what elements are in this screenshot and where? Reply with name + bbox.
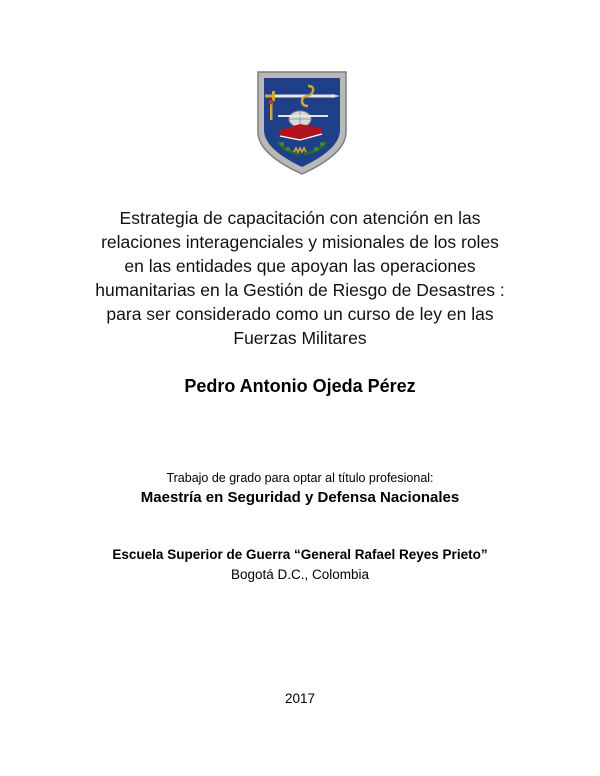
publication-year: 2017 [284,691,316,706]
title-line: Estrategia de capacitación con atención en las [119,208,481,228]
title-line: para ser considerado como un curso de ley en las [106,304,494,324]
title-line: relaciones interagenciales y misionales de los roles [101,232,499,252]
title-line: Fuerzas Militares [233,328,367,348]
degree-intro: Trabajo de grado para optar al título profesional: [166,471,434,485]
title-line: en las entidades que apoyan las operaciones [124,256,476,276]
author-name: Pedro Antonio Ojeda Pérez [184,376,416,396]
institution-location: Bogotá D.C., Colombia [230,567,370,582]
degree-name: Maestría en Seguridad y Defensa Nacionales [140,489,460,506]
thesis-title [60,206,540,350]
institution-name: Escuela Superior de Guerra “General Rafael Reyes Prieto” [112,547,488,562]
title-line: humanitarias en la Gestión de Riesgo de Desastres : [95,280,505,300]
military-crest-icon [256,70,348,178]
